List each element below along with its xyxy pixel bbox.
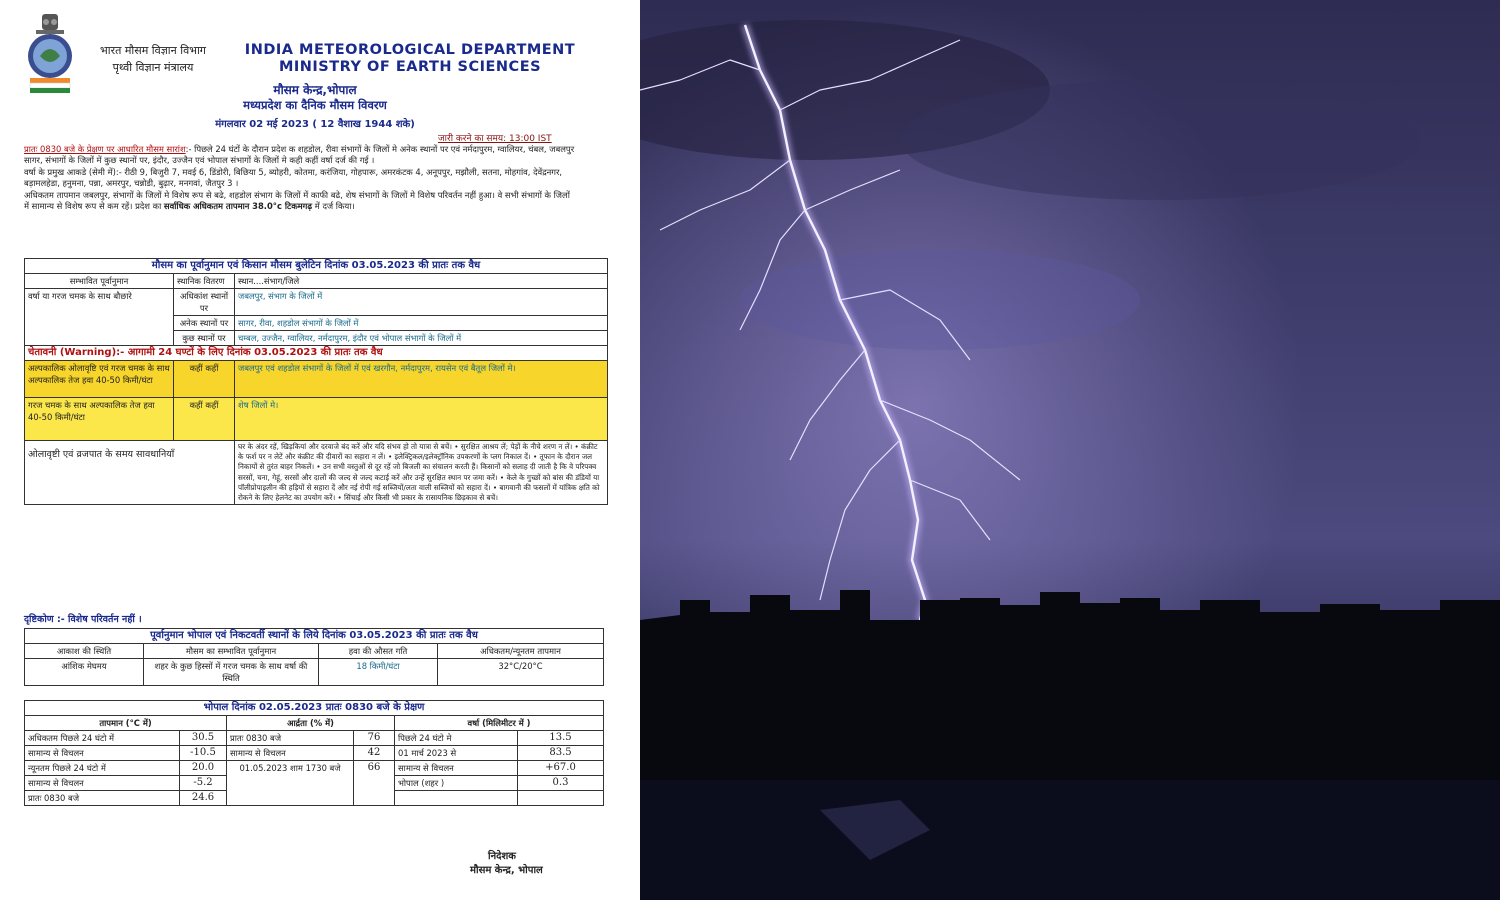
issue-time: जारी करने का समय: 13:00 IST: [438, 134, 552, 144]
humidity-label: सामान्य से विचलन: [227, 746, 354, 761]
rain-value: +67.0: [518, 761, 604, 776]
centre-name: मौसम केन्द्र,भोपाल: [273, 83, 357, 97]
bhopal-temp-value: 32°C/20°C: [438, 659, 604, 686]
places-col-header: स्थान....संभाग/जिले: [235, 274, 608, 289]
cloud: [900, 80, 1420, 200]
temp-label: प्रातः 0830 बजे: [25, 791, 180, 806]
outlook: दृष्टिकोण :- विशेष परिवर्तन नहीं ।: [24, 614, 142, 625]
temp-label: सामान्य से विचलन: [25, 776, 180, 791]
cloud: [740, 250, 1140, 350]
hindi-ministry-name: पृथ्वी विज्ञान मंत्रालय: [112, 61, 194, 74]
max-temp-suffix: में दर्ज किया।: [312, 201, 355, 212]
forecast-event: वर्षा या गरज चमक के साथ बौछारे: [25, 289, 174, 346]
humidity-label: 01.05.2023 शाम 1730 बजे: [227, 761, 354, 806]
bhopal-forecast-value: शहर के कुछ हिस्सों में गरज चमक के साथ वर्षा की स्थिति: [144, 659, 319, 686]
hindi-dept-name: भारत मौसम विज्ञान विभाग: [100, 44, 206, 57]
humidity-header: आर्द्रता (% में): [227, 716, 395, 731]
warning-heading: चेतावनी (Warning):- आगामी 24 घण्टों के लिए दिनांक 03.05.2023 की प्रातः तक वैध: [25, 346, 608, 361]
distribution-cell: अनेक स्थानों पर: [174, 316, 235, 331]
forecast-table: [24, 258, 608, 505]
rainfall-figures: वर्षा के प्रमुख आकडे (सेमी में):- रीठी 9, बिजुरी 7, मवई 6, डिंडोरी, बिछिया 5, ब्योहरी, कोतमा, करंजिया, गोहपारू, अमरकंटक 4, अनूपपुर, मझौली, सतना, मोहगांव, देवेंद्रनगर, बड़ामलहेडा, हनुमना, पन्ना, अमरपुर, चन्नोडी, बुढ़ार, मनगवां, जैतपुर 3 ।: [24, 166, 563, 189]
water-reflection: [640, 780, 1500, 900]
summary-text: :- पिछले 24 घंटों के दौरान प्रदेश क शहडोल, रीवा संभागों के जिलों मे अनेक स्थानों पर एवं नर्मदापुरम, ग्वालियर, चंबल, जबलपुर सागर, संभागों के जिलों में कुछ स्थानों पर, इंदौर, उज्जैन एवं भोपाल संभागों के जिलों मे कही कहीं वर्षा दर्ज की गई ।: [24, 144, 575, 166]
places-cell: जबलपुर, संभाग के जिलों में: [235, 289, 608, 316]
humidity-value: 66: [354, 761, 395, 806]
rain-label: सामान्य से विचलन: [395, 761, 518, 776]
summary-heading: प्रातः 0830 बजे के प्रेक्षण पर आधारित मौसम सारांश: [24, 144, 186, 154]
temp-header: तापमान (°C में): [25, 716, 227, 731]
bhopal-header-forecast: मौसम का सम्भावित पूर्वानुमान: [144, 644, 319, 659]
precaution-text: घर के अंदर रहें, खिड़कियां और दरवाजे बंद करें और यदि संभव हो तो यात्रा से बचें। • सुरक्षित आश्रय लें; पेड़ों के नीचे शरण न लें। • कंक्रीट के फर्श पर न लेटें और कंक्रीट की दीवारों का सहारा न लें। • इलेक्ट्रिकल/इलेक्ट्रॉनिक उपकरणों के प्लग निकाल दें। • तूफान के दौरान जल निकायों से तुरंत बाहर निकलें। • उन सभी वस्तुओं से दूर रहें जो बिजली का संचालन करती हैं। किसानों को सलाह दी जाती है कि वे परिपक्व सरसों, चना, गेहूं, सरसों और दालों की जल्द से जल्द कटाई करें और उन्हें सुरक्षित स्थान पर जमा करें। • केले के गुच्छों को बांस की डंडियों या पॉलीप्रोपाइलीन की हड़ियों से सहारा दें और नई रोपी गई सब्जियों/लता वाली सब्जियों को सहारा दें। • बागवानी की फसलों में यांत्रिक क्षति को रोकने के लिए हेलनेट का उपयोग करें। • सिंचाई और किसी भी प्रकार के रासायनिक छिड़काव से बचें।: [235, 441, 608, 505]
signature-office: मौसम केन्द्र, भोपाल: [470, 865, 543, 876]
warning-distribution: कहीं कहीं: [174, 398, 235, 441]
bhopal-forecast-table: [24, 628, 604, 686]
temperature-summary: अधिकतम तापमान जबलपुर, संभागों के जिलों मे विशेष रूप से बढे, शहडोल संभाग के जिलों में काफी बढे, शेष संभागों के जिलों मे विशेष परिवर्तन नहीं हुआ। वे सभी संभागों के जिलों में सामान्य से विशेष रूप से कम रहें। प्रदेश का: [24, 189, 570, 212]
english-ministry-name: MINISTRY OF EARTH SCIENCES: [278, 59, 542, 75]
places-cell: चम्बल, उज्जैन, ग्वालियर, नर्मदापुरम, इंदौर एवं भोपाल संभागों के जिलों में: [235, 331, 608, 346]
temp-label: सामान्य से विचलन: [25, 746, 180, 761]
humidity-value: 76: [354, 731, 395, 746]
places-cell: सागर, रीवा, शहडोल संभागों के जिलों में: [235, 316, 608, 331]
temp-value: 20.0: [180, 761, 227, 776]
rainfall-header: वर्षा (मिलिमीटर में ): [395, 716, 604, 731]
bhopal-wind-value: 18 किमी/घंटा: [319, 659, 438, 686]
weather-summary: [24, 144, 576, 212]
rain-label: पिछले 24 घंटो मे: [395, 731, 518, 746]
date-line: मंगलवार 02 मई 2023 ( 12 वैशाख 1944 शके): [215, 119, 415, 130]
lightning-photo: [640, 0, 1500, 900]
bhopal-forecast-title: पूर्वानुमान भोपाल एवं निकटवर्ती स्थानों के लिये दिनांक 03.05.2023 की प्रातः तक वैध: [25, 629, 604, 644]
rain-empty-cell: [518, 791, 604, 806]
distribution-cell: कुछ स्थानों पर: [174, 331, 235, 346]
panel-divider: [630, 0, 640, 900]
lightning-scene: [640, 0, 1500, 900]
bulletin-title: मध्यप्रदेश का दैनिक मौसम विवरण: [243, 98, 387, 112]
rain-label: भोपाल (शहर ): [395, 776, 518, 791]
max-temp-value: 38.0°c टिकमगढ़: [252, 201, 313, 212]
rain-value: 0.3: [518, 776, 604, 791]
temp-value: 24.6: [180, 791, 227, 806]
humidity-value: 42: [354, 746, 395, 761]
observations-table: [24, 700, 604, 806]
warning-distribution: कहीं कहीं: [174, 361, 235, 398]
distribution-cell: अधिकांश स्थानों पर: [174, 289, 235, 316]
header-hindi: [88, 42, 218, 76]
rain-value: 13.5: [518, 731, 604, 746]
rain-empty-cell: [395, 791, 518, 806]
bhopal-sky-value: आंशिक मेघमय: [25, 659, 144, 686]
header-english: [230, 42, 590, 76]
temp-value: -5.2: [180, 776, 227, 791]
distribution-col-header: स्थानिक वितरण: [174, 274, 235, 289]
forecast-title: मौसम का पूर्वानुमान एवं किसान मौसम बुलेटिन दिनांक 03.05.2023 की प्रातः तक वैध: [25, 259, 608, 274]
bhopal-header-wind: हवा की औसत गति: [319, 644, 438, 659]
humidity-label: प्रातः 0830 बजे: [227, 731, 354, 746]
rain-label: 01 मार्च 2023 से: [395, 746, 518, 761]
rain-value: 83.5: [518, 746, 604, 761]
bhopal-header-sky: आकाश की स्थिति: [25, 644, 144, 659]
warning-places: जबलपुर एवं शहडोल संभागों के जिलों में एवं खरगौन, नर्मदापुरम, रायसेन एवं बैतूल जिलों मे।: [235, 361, 608, 398]
imd-bulletin-document: [0, 0, 630, 900]
temp-label: अधिकतम पिछले 24 घंटो में: [25, 731, 180, 746]
observations-title: भोपाल दिनांक 02.05.2023 प्रातः 0830 बजे के प्रेक्षण: [25, 701, 604, 716]
temp-label: न्यूनतम पिछले 24 घंटो में: [25, 761, 180, 776]
warning-event: अल्पकालिक ओलावृष्टि एवं गरज चमक के साथ अल्पकालिक तेज हवा 40-50 किमी/घंटा: [25, 361, 174, 398]
warning-event: गरज चमक के साथ अल्पकालिक तेज हवा 40-50 किमी/घंटा: [25, 398, 174, 441]
max-temp-label: सर्वाधिक अधिकतम तापमान: [163, 201, 250, 212]
warning-places: शेष जिलों मे।: [235, 398, 608, 441]
signature-title: निदेशक: [488, 851, 516, 862]
temp-value: 30.5: [180, 731, 227, 746]
precaution-label: ओलावृष्टी एवं व्रजपात के समय सावधानियाँ: [25, 441, 235, 505]
english-dept-name: INDIA METEOROLOGICAL DEPARTMENT: [244, 42, 576, 58]
temp-value: -10.5: [180, 746, 227, 761]
bhopal-header-temp: अधिकतम/न्यूनतम तापमान: [438, 644, 604, 659]
forecast-col-header: सम्भावित पूर्वानुमान: [25, 274, 174, 289]
signature-block: [470, 850, 543, 878]
